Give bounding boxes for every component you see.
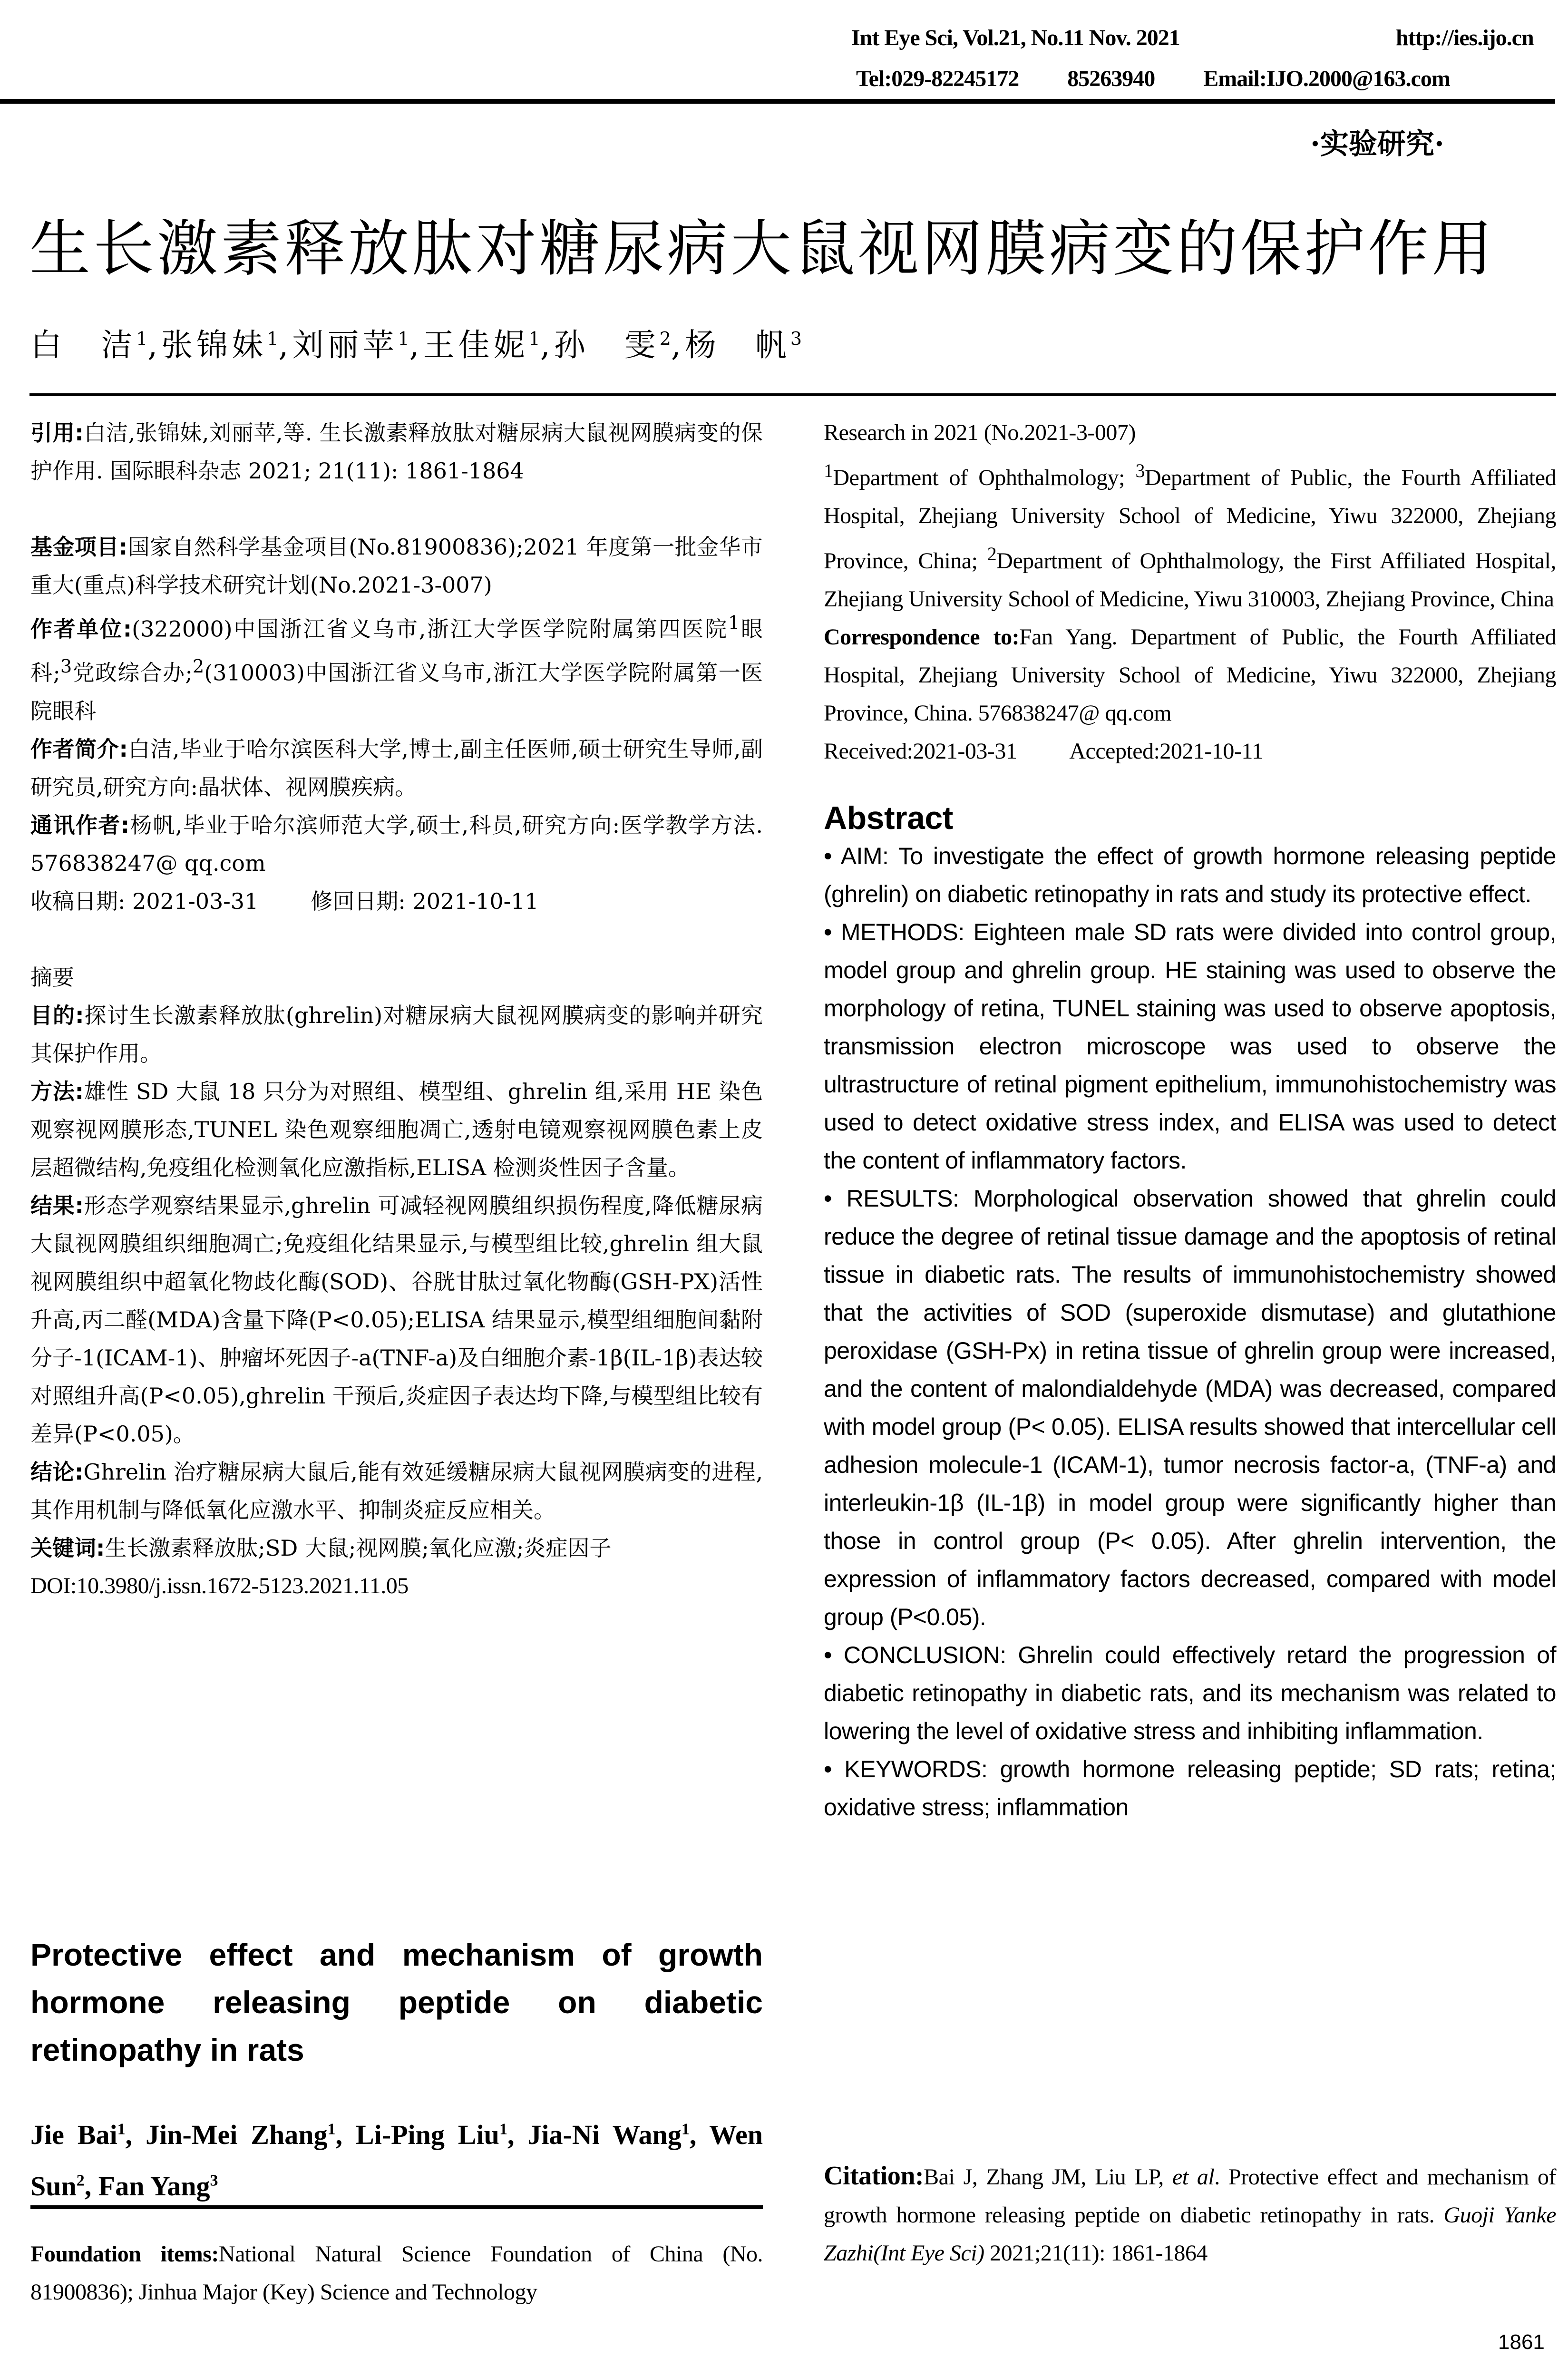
author-en: Wen Sun$^2$ [30,2119,763,2202]
abstract-conclusion-cn: 结论:Ghrelin 治疗糖尿病大鼠后,能有效延缓糖尿病大鼠视网膜病变的进程,其作用机制与降低氧化应激水平、抑制炎症反应相关。 [30,1459,763,1523]
abstract-methods-cn: 方法:雄性 SD 大鼠 18 只分为对照组、模型组、ghrelin 组,采用 HE 染色观察视网膜形态,TUNEL 染色观察细胞凋亡,透射电镜观察视网膜色素上皮层超微结构,免疫组化检测氧化应激指标,ELISA 检测炎性因子含量。 [30,1078,763,1180]
author-en: Li-Ping Liu$^1$ [356,2119,507,2151]
journal-info [851,25,1180,51]
authors-en: Jie Bai$^1$, Jin-Mei Zhang$^1$, Li-Ping Liu$^1$, Jia-Ni Wang$^1$, Wen Sun$^2$, Fan Yang$^3$ [30,2119,763,2202]
abstract-aim-cn: 目的:探讨生长激素释放肽(ghrelin)对糖尿病大鼠视网膜病变的影响并研究其保护作用。 [30,1002,763,1066]
english-title: Protective effect and mechanism of growth hormone releasing peptide on diabetic retinopathy in rats [30,1937,763,2067]
dates-cn: 收稿日期: 2021-03-31 修回日期: 2021-10-11 [30,888,539,914]
doi[interactable]: DOI:10.3980/j.issn.1672-5123.2021.11.05 [30,1573,409,1598]
english-title-block [30,1931,763,2209]
abstract-heading-en: Abstract [824,800,953,836]
author-cn: 孙 雯$^2$ [554,327,671,363]
email-address[interactable]: IJO.2000@163.com [1266,66,1450,91]
tel-number-2: 85263940 [1067,66,1155,91]
author-en: Fan Yang$^3$ [98,2170,218,2202]
keywords-cn: 关键词:生长激素释放肽;SD 大鼠;视网膜;氧化应激;炎症因子 [30,1535,612,1561]
authors-cn: 白 洁$^1$,张锦妹$^1$,刘丽苹$^1$,王佳妮$^1$,孙 雯$^2$,杨 帆$^3$ [30,327,802,363]
page-number: 1861 [1498,2330,1545,2354]
email-label: Email: [1203,66,1266,91]
correspondence-en: Correspondence to:Fan Yang. Department of Public, the Fourth Affiliated Hospital, Zhejiang University School of Medicine, Yiwu 322000, Zhejiang Province, China. 576838247@ qq.com [824,624,1556,726]
right-column [824,414,1556,1826]
author-cn: 杨 帆$^3$ [684,327,802,363]
author-cn: 刘丽苹$^1$ [292,327,409,363]
english-title-rule [30,2205,763,2209]
tel-number: 029-82245172 [891,66,1019,91]
citation-cn: 引用:白洁,张锦妹,刘丽苹,等. 生长激素释放肽对糖尿病大鼠视网膜病变的保护作用. 国际眼科杂志 2021; 21(11): 1861-1864 [30,420,763,484]
author-cn: 张锦妹$^1$ [161,327,279,363]
affiliation-cn: 作者单位:(322000)中国浙江省义乌市,浙江大学医学院附属第四医院$^1$眼科;$^3$党政综合办;$^2$(310003)中国浙江省义乌市,浙江大学医学院附属第一医院眼科 [30,612,763,724]
journal-url[interactable]: http://ies.ijo.cn [1396,25,1534,50]
abstract-results-en: • RESULTS: Morphological observation showed that ghrelin could reduce the degree of retinal tissue damage and the apoptosis of retinal tissue in diabetic rats. The results of immunohistochemistry showed that the activities of SOD (superoxide dismutase) and glutathione peroxidase (GSH-Px) in retina tissue of ghrelin group were increased, and the content of malondialdehyde (MDA) was decreased, compared with model group (P< 0.05). ELISA results showed that intercellular cell adhesion molecule-1 (ICAM-1), tumor necrosis factor-a, (TNF-a) and interleukin-1β (IL-1β) in model group were significantly higher than those in control group (P< 0.05). After ghrelin intervention, the expression of inflammatory factors decreased, compared with model group (P<0.05). [824,1185,1556,1630]
abstract-en [824,837,1556,1826]
abstract-methods-en: • METHODS: Eighteen male SD rats were divided into control group, model group and ghrelin group. HE staining was used to observe the morphology of retina, TUNEL staining was used to observe apoptosis, transmission electron microscope was used to observe the ultrastructure of retinal pigment epithelium, immunohistochemistry was used to detect oxidative stress index, and ELISA was used to detect the content of inflammatory factors. [824,919,1556,1174]
abstract-aim-en: • AIM: To investigate the effect of growth hormone releasing peptide (ghrelin) on diabetic retinopathy in rats and study its protective effect. [824,843,1556,907]
affiliations-en: $^1$Department of Ophthalmology; $^3$Department of Public, the Fourth Affiliated Hospital, Zhejiang University School of Medicine, Yiwu 322000, Zhejiang Province, China; $^2$Department of Ophthalmology, the First Affiliated Hospital, Zhejiang University School of Medicine, Yiwu 310003, Zhejiang Province, China [824,460,1557,612]
author-cn: 王佳妮$^1$ [423,327,540,363]
title-rule [29,393,1556,396]
left-column [30,414,763,1605]
author-bio-cn: 作者简介:白洁,毕业于哈尔滨医科大学,博士,副主任医师,硕士研究生导师,副研究员,研究方向:晶状体、视网膜疾病。 [30,736,763,800]
author-en: Jie Bai$^1$ [30,2119,126,2151]
page-title-cn: 生长激素释放肽对糖尿病大鼠视网膜病变的保护作用 [29,214,1496,284]
author-en: Jin-Mei Zhang$^1$ [146,2119,336,2151]
journal-volume: Int Eye Sci, Vol.21, No.11 Nov. 2021 [851,25,1180,50]
abstract-conclusion-en: • CONCLUSION: Ghrelin could effectively retard the progression of diabetic retinopathy in diabetic rats, and its mechanism was related to lowering the level of oxidative stress and inhibiting inflammation. [824,1642,1556,1744]
keywords-en: • KEYWORDS: growth hormone releasing peptide; SD rats; retina; oxidative stress; inflammation [824,1756,1556,1821]
dates-en: Received:2021-03-31 Accepted:2021-10-11 [824,739,1263,764]
citation-en: Citation:Bai J, Zhang JM, Liu LP, et al. Protective effect and mechanism of growth hormone releasing peptide on diabetic retinopathy in rats. Guoji Yanke Zazhi(Int Eye Sci) 2021;21(11): 1861-1864 [824,2161,1557,2266]
foundation-continued: Research in 2021 (No.2021-3-007) [824,420,1136,445]
corresponding-author-cn: 通讯作者:杨帆,毕业于哈尔滨师范大学,硕士,科员,研究方向:医学教学方法. 576838247@ qq.com [30,812,763,876]
abstract-results-cn: 结果:形态学观察结果显示,ghrelin 可减轻视网膜组织损伤程度,降低糖尿病大鼠视网膜组织细胞凋亡;免疫组化结果显示,与模型组比较,ghrelin 组大鼠视网膜组织中超氧化物歧化酶(SOD)、谷胱甘肽过氧化物酶(GSH-PX)活性升高,丙二醛(MDA)含量下降(P<0.05);ELISA 结果显示,模型组细胞间黏附分子-1(ICAM-1)、肿瘤坏死因子-a(TNF-a)及白细胞介素-1β(IL-1β)表达较对照组升高(P<0.05),ghrelin 干预后,炎症因子表达均下降,与模型组比较有差异(P<0.05)。 [30,1192,763,1447]
header-rule [0,99,1555,104]
author-cn: 白 洁$^1$ [30,327,148,363]
fund-cn: 基金项目:国家自然科学基金项目(No.81900836);2021 年度第一批金华市重大(重点)科学技术研究计划(No.2021-3-007) [30,534,763,598]
contact-line [856,66,1450,92]
section-tag: ·实验研究· [1310,127,1444,161]
abstract-heading-cn: 摘要 [30,964,74,990]
author-en: Jia-Ni Wang$^1$ [527,2119,690,2151]
tel-label: Tel: [856,66,892,91]
foundation-items-en: Foundation items:National Natural Science Foundation of China (No. 81900836); Jinhua Major (Key) Science and Technology [30,2241,763,2305]
